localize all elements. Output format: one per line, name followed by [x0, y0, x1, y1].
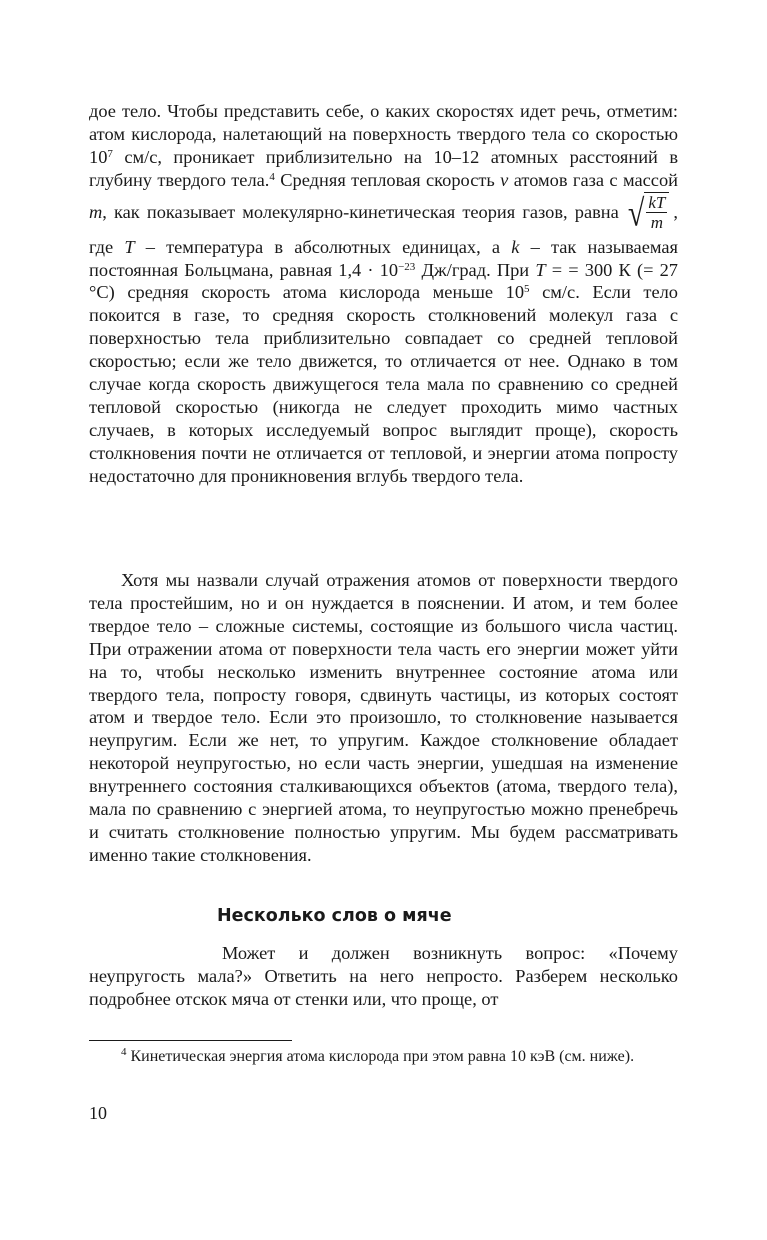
p1-text-11: см/с. Если тело покоится в газе, то средняя скорость столкновений молекул газа с поверхностью тела приблизительно совпадает со средней тепловой скоростью; если же тело движется, то отличается от нее. Однако в том случае когда скорость движущегося тела мала по сравнению со средней тепловой скоростью (никогда не следует проходить мимо частных случаев, в которых исследуемый вопрос выглядит проще), скорость столкновения почти не отличается от тепловой, и энергии атома попросту недостаточно для проникновения вглубь твердого тела. — [89, 282, 678, 486]
radical-sign: √ — [627, 192, 645, 234]
formula-denominator: m — [650, 212, 664, 232]
var-v: v — [500, 169, 509, 190]
footnote — [89, 1046, 678, 1068]
footnote-divider — [89, 1040, 292, 1041]
p1-text-8: – так называемая постоянная Больцмана, равная 1,4 · 10 — [89, 236, 679, 280]
footnote-text: Кинетическая энергия атома кислорода при этом равна 10 кэВ (см. ниже). — [126, 1048, 635, 1065]
p1-text-10: = = 300 К (= 27 °С) средняя скорость атома кислорода меньше — [89, 259, 678, 303]
boltzmann-exponent: −23 — [398, 260, 416, 273]
p1-text-5: , как показывает молекулярно-кинетическая теория газов, равна — [102, 201, 626, 222]
var-T: T — [124, 236, 135, 257]
paragraph-1 — [89, 100, 678, 488]
p1-text-6: , где — [89, 201, 678, 257]
p1-text-4: атомов газа с массой — [508, 169, 678, 190]
p1-text-1: дое тело. Чтобы представить себе, о каких скоростях идет речь, отметим: атом кислорода, налетающий на поверхность твердого тела со скоростью — [89, 101, 678, 144]
page-number: 10 — [89, 1103, 107, 1123]
sqrt-formula — [628, 192, 669, 236]
footnote-marker: 4 — [269, 170, 275, 183]
p1-text-2: см/с, проникает приблизительно на 10–12 атомных расстояний в глубину твердого тела. — [89, 146, 678, 190]
var-m: m — [89, 201, 103, 222]
paragraph-2: Хотя мы назвали случай отражения атомов от поверхности твердого тела простейшим, но и он нуждается в пояснении. И атом, и тем более твердое тело – сложные системы, состоящие из большого числа частиц. При отражении атома от поверхности тела часть его энергии может уйти на то, чтобы несколько изменить внутреннее состояние атома или твердого тела, попросту говоря, сдвинуть частицы, из которых состоят атом и твердое тело. Если это произошло, то столкновение называется неупругим. Если же нет, то упругим. Каждое столкновение обладает некоторой неупругостью, но если часть энергии, ушедшая на изменение внутреннего состояния сталкивающихся объектов (атома, твердого тела), мала по сравнению с энергией атома, то неупругостью можно пренебречь и считать столкновение полностью упругим. Мы будем рассматривать именно такие столкновения. — [89, 570, 678, 865]
p1-text-9: Дж/град. При — [415, 259, 536, 280]
var-k: k — [511, 236, 520, 257]
speed-value: $10^7$ — [89, 146, 113, 167]
section-heading: Несколько слов о мяче — [217, 906, 452, 926]
oxygen-speed-value: $10^5$ — [505, 282, 530, 303]
footnote-number: 4 — [121, 1046, 127, 1058]
paragraph-3: Может и должен возникнуть вопрос: «Почему неупругость мала?» Ответить на него непросто. Разберем несколько подробнее отскок мяча от стенки или, что проще, от — [89, 943, 678, 1009]
p1-text-3: Средняя тепловая скорость — [274, 169, 501, 190]
p1-text-7: – температура в абсолютных единицах, а — [134, 236, 512, 257]
formula-numerator: kT — [648, 192, 666, 212]
var-T-2: T — [535, 259, 546, 280]
